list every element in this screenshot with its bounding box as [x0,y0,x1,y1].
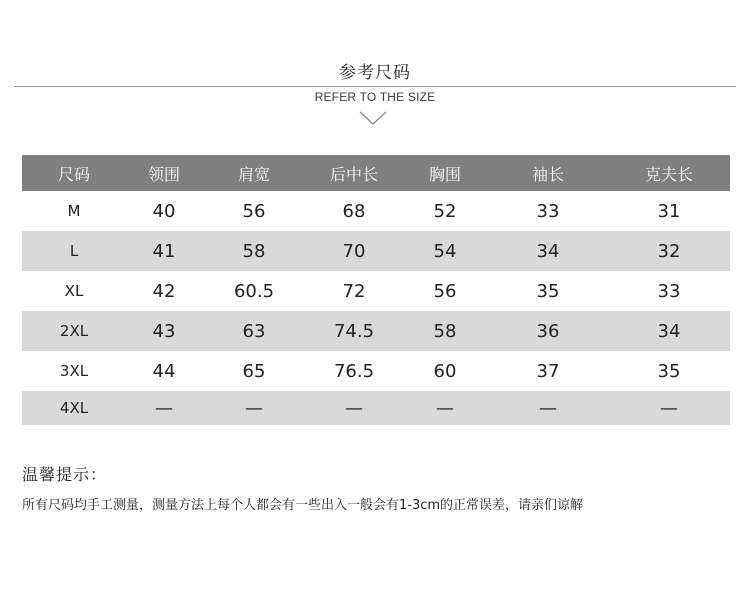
table-header-row [22,155,730,191]
table-cell: 40 [152,200,176,222]
page-subtitle: REFER TO THE SIZE [314,90,436,104]
table-row [22,311,730,351]
notes-text: 所有尺码均手工测量，测量方法上每个人都会有一些出入一般会有1-3cm的正常误差，请亲们谅解 [22,498,584,513]
table-cell: 54 [402,231,488,271]
table-cell: 70 [306,231,402,271]
table-row [22,391,730,425]
table-cell: 35 [536,280,560,302]
table-cell: 65 [242,360,266,382]
table-cell: 33 [657,280,681,302]
column-header-sleeve: 袖长 [488,155,608,191]
table-cell: M [67,202,81,220]
table-cell: 44 [152,360,176,382]
column-header-size: 尺码 [22,155,126,191]
table-cell: 31 [657,200,681,222]
table-cell: — [306,391,402,425]
table-row [22,271,730,311]
table-cell: 74.5 [306,311,402,351]
table-cell: 34 [608,311,730,351]
table-cell: 35 [657,360,681,382]
size-table [22,155,730,425]
table-cell: — [402,391,488,425]
table-row [22,231,730,271]
table-cell: 3XL [59,362,89,380]
table-cell: 56 [242,200,266,222]
column-header-collar: 领围 [126,155,202,191]
table-cell: 72 [342,280,366,302]
chevron-down-icon [359,110,387,126]
column-header-back-length: 后中长 [306,155,402,191]
table-row [22,191,730,231]
table-cell: 60.5 [233,280,275,302]
table-cell: 34 [488,231,608,271]
table-cell: 56 [433,280,457,302]
notes-title: 温馨提示： [22,465,108,484]
table-cell: 33 [536,200,560,222]
table-cell: — [608,391,730,425]
table-cell: 4XL [22,391,126,425]
column-header-chest: 胸围 [402,155,488,191]
table-cell: L [22,231,126,271]
table-cell: — [488,391,608,425]
table-cell: 42 [152,280,176,302]
table-cell: 60 [433,360,457,382]
page-title: 参考尺码 [339,63,411,83]
table-cell: 36 [488,311,608,351]
column-header-cuff: 克夫长 [608,155,730,191]
header-divider [14,86,736,87]
table-cell: 2XL [22,311,126,351]
table-cell: 43 [126,311,202,351]
table-cell: 76.5 [333,360,375,382]
table-cell: 32 [608,231,730,271]
table-cell: 52 [433,200,457,222]
table-cell: 68 [342,200,366,222]
table-cell: 37 [536,360,560,382]
table-cell: 41 [126,231,202,271]
table-cell: — [202,391,306,425]
column-header-shoulder: 肩宽 [202,155,306,191]
table-cell: 58 [202,231,306,271]
table-cell: 63 [202,311,306,351]
table-cell: 58 [402,311,488,351]
table-row [22,351,730,391]
table-cell: XL [64,282,84,300]
table-cell: — [126,391,202,425]
